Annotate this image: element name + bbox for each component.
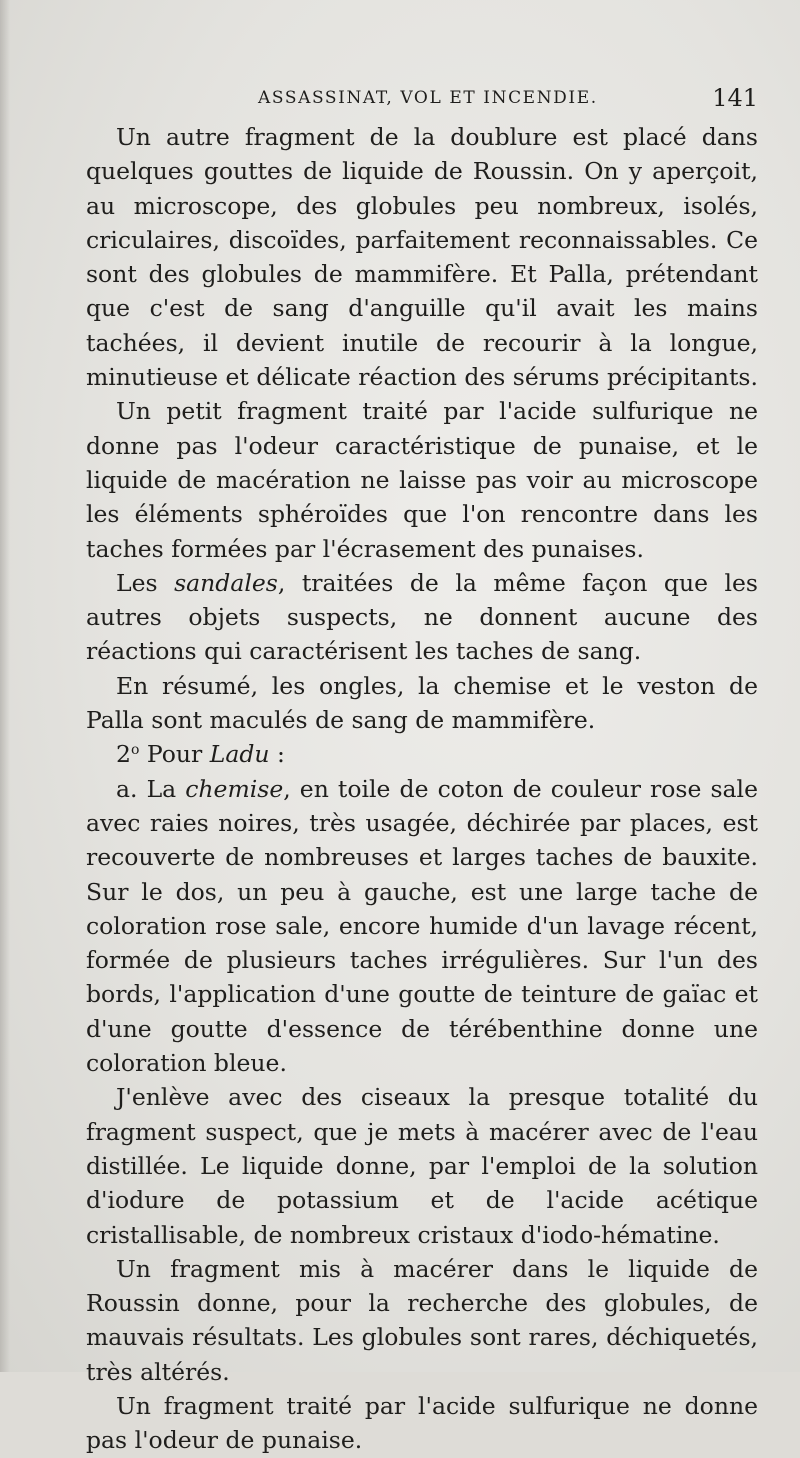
- section-number: 2: [116, 740, 131, 769]
- binding-shadow: [0, 0, 10, 1372]
- paragraph-odeur-punaise: Un fragment traité par l'acide sulfurique ne donne pas l'odeur de punaise.: [86, 1391, 758, 1455]
- paragraph-sandales: [86, 566, 758, 669]
- italic-term: chemise: [185, 774, 284, 803]
- text-run: a. La: [116, 774, 186, 803]
- paragraph-acide-sulfurique: Un petit fragment traité par l'acide sulfurique ne donne pas l'odeur caractéristique de punaise, et le liquide de macération ne laisse pas voir au microscope les éléments sphéroïdes que l'on rencontre dans les taches formées par l'écrasement des punaises.: [86, 397, 758, 563]
- paragraph-resume: En résumé, les ongles, la chemise et le veston de Palla sont maculés de sang de mammifère.: [86, 671, 758, 735]
- text-run: , traitées de la même façon que les autres objets suspects, ne donnent aucune des réactions qui caractérisent les taches de sang.: [86, 568, 758, 666]
- paragraph-globules: Un fragment mis à macérer dans le liquide de Roussin donne, pour la recherche des globules, de mauvais résultats. Les globules sont rares, déchiquetés, très altérés.: [86, 1254, 758, 1386]
- running-head: [86, 84, 758, 114]
- paragraph-iodo-hematine: J'enlève avec des ciseaux la presque totalité du fragment suspect, que je mets à macérer avec de l'eau distillée. Le liquide donne, par l'emploi de la solution d'iodure de potassium et de l'acide acétique cristallisable, de nombreux cristaux d'iodo-hématine.: [86, 1083, 758, 1249]
- text-run: :: [269, 740, 285, 769]
- italic-term: sandales: [174, 568, 278, 597]
- text-run: , en toile de coton de couleur rose sale avec raies noires, très usagée, déchirée par places, est recouverte de nombreuses et larges taches de bauxite. Sur le dos, un peu à gauche, est une large tache de coloration rose sale, encore humide d'un lavage récent, formée de plusieurs taches irrégulières. Sur l'un des bords, l'application d'une goutte de teinture de gaïac et d'une goutte d'essence de térébenthine donne une coloration bleue.: [86, 774, 758, 1078]
- page-number: 141: [712, 84, 758, 112]
- paragraph-doublure-roussin: Un autre fragment de la doublure est placé dans quelques gouttes de liquide de Roussin. On y aperçoit, au microscope, des globules peu nombreux, isolés, criculaires, discoïdes, parfaitement reconnaissables. Ce sont des globules de mammifère. Et Palla, prétendant que c'est de sang d'anguille qu'il avait les mains tachées, il devient inutile de recourir à la longue, minutieuse et délicate réaction des sérums précipitants.: [86, 123, 758, 392]
- ordinal-mark: o: [130, 742, 140, 759]
- text-run: Les: [116, 568, 175, 597]
- body-text: [86, 120, 758, 1458]
- italic-term: Ladu: [209, 740, 270, 769]
- section-heading-ladu: [86, 737, 758, 771]
- running-title: ASSASSINAT, VOL ET INCENDIE.: [258, 88, 598, 108]
- text-run: Pour: [139, 740, 210, 769]
- paragraph-chemise: [86, 772, 758, 1081]
